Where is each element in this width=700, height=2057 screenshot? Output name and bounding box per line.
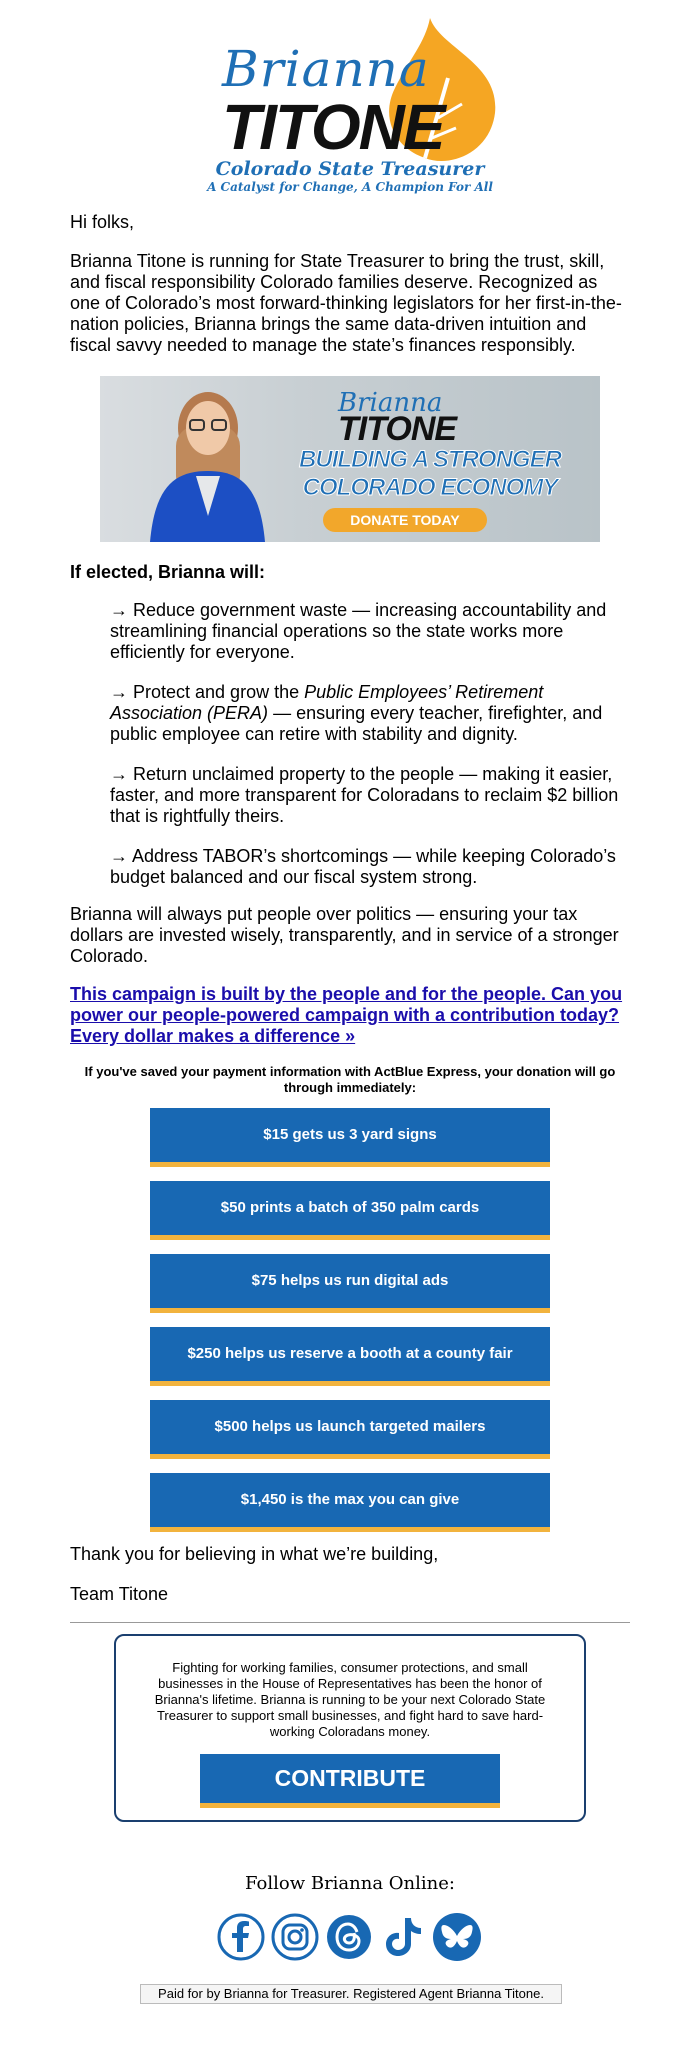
banner-headline-2: COLORADO ECONOMY: [302, 474, 558, 501]
donate-500-button[interactable]: $500 helps us launch targeted mailers: [150, 1400, 550, 1459]
donate-75-button[interactable]: $75 helps us run digital ads: [150, 1254, 550, 1313]
banner-script-name: Brianna: [338, 388, 443, 418]
intro-paragraph: Brianna Titone is running for State Treasurer to bring the trust, skill, and fiscal responsibility Colorado families deserve. Recognized as one of Colorado’s most forward-thinking legislators for her first-in-the-nation policies, Brianna brings the same data-driven intuition and fiscal savvy needed to manage the state’s finances responsibly.: [70, 251, 622, 355]
people-paragraph: Brianna will always put people over politics — ensuring your tax dollars are invested wisely, transparently, and in service of a stronger Colorado.: [70, 904, 619, 966]
pera-name: Public Employees’ Retirement Association (PERA): [110, 682, 544, 723]
banner-donate-button[interactable]: DONATE TODAY: [323, 508, 487, 532]
actblue-note: If you've saved your payment information with ActBlue Express, your donation will go through immediately:: [84, 1064, 616, 1095]
signoff: Team Titone: [70, 1584, 169, 1604]
pledge-item: → Protect and grow the Public Employees’ Retirement Association (PERA) — ensuring every teacher, firefighter, and public employee can retire with stability and dignity.: [110, 682, 603, 744]
banner-surname: TITONE: [338, 410, 457, 448]
elected-heading: If elected, Brianna will:: [70, 562, 266, 582]
banner-headline-1: BUILDING A STRONGER: [299, 446, 561, 473]
donate-banner[interactable]: [100, 376, 600, 542]
footer-box-text: Fighting for working families, consumer protections, and small businesses in the House of Representatives has been the honor of Brianna's lifetime. Brianna is running to be your next Colorado State Treasurer to support small businesses, and fight hard to save hard-working Coloradans money.: [154, 1660, 546, 1739]
pledge-item: → Address TABOR’s shortcomings — while keeping Colorado’s budget balanced and our fiscal system strong.: [110, 846, 616, 887]
divider: [70, 1622, 630, 1623]
pledge-item: → Reduce government waste — increasing accountability and streamlining financial operations so the state works more efficiently for everyone.: [110, 600, 607, 662]
donate-50-button[interactable]: $50 prints a batch of 350 palm cards: [150, 1181, 550, 1240]
pledge-item: → Return unclaimed property to the people — making it easier, faster, and more transparent for Coloradans to reclaim $2 billion that is rightfully theirs.: [110, 764, 619, 826]
contribute-button[interactable]: CONTRIBUTE: [200, 1754, 500, 1808]
tiktok-icon[interactable]: [378, 1912, 428, 1962]
footer-box: [114, 1634, 586, 1822]
logo-surname: TITONE: [222, 91, 444, 163]
thanks-line: Thank you for believing in what we’re building,: [70, 1544, 439, 1564]
contribution-link[interactable]: This campaign is built by the people and for the people. Can you power our people-powered campaign with a contribution today? Every dollar makes a difference »: [70, 984, 623, 1046]
threads-icon[interactable]: [324, 1912, 374, 1962]
logo-title: Colorado State Treasurer: [215, 158, 485, 180]
facebook-icon[interactable]: [216, 1912, 266, 1962]
follow-heading: Follow Brianna Online:: [245, 1873, 455, 1894]
logo-script-name: Brianna: [222, 40, 430, 98]
bluesky-icon[interactable]: [432, 1912, 482, 1962]
greeting: Hi folks,: [70, 212, 135, 232]
campaign-logo: [200, 18, 500, 198]
candidate-photo: [130, 376, 280, 542]
donate-max-button[interactable]: $1,450 is the max you can give: [150, 1473, 550, 1532]
logo-tagline: A Catalyst for Change, A Champion For All: [207, 180, 493, 194]
social-links: [216, 1912, 484, 1964]
donate-250-button[interactable]: $250 helps us reserve a booth at a county fair: [150, 1327, 550, 1386]
paid-for-disclaimer: Paid for by Brianna for Treasurer. Registered Agent Brianna Titone.: [140, 1984, 562, 2004]
instagram-icon[interactable]: [270, 1912, 320, 1962]
donate-15-button[interactable]: $15 gets us 3 yard signs: [150, 1108, 550, 1167]
